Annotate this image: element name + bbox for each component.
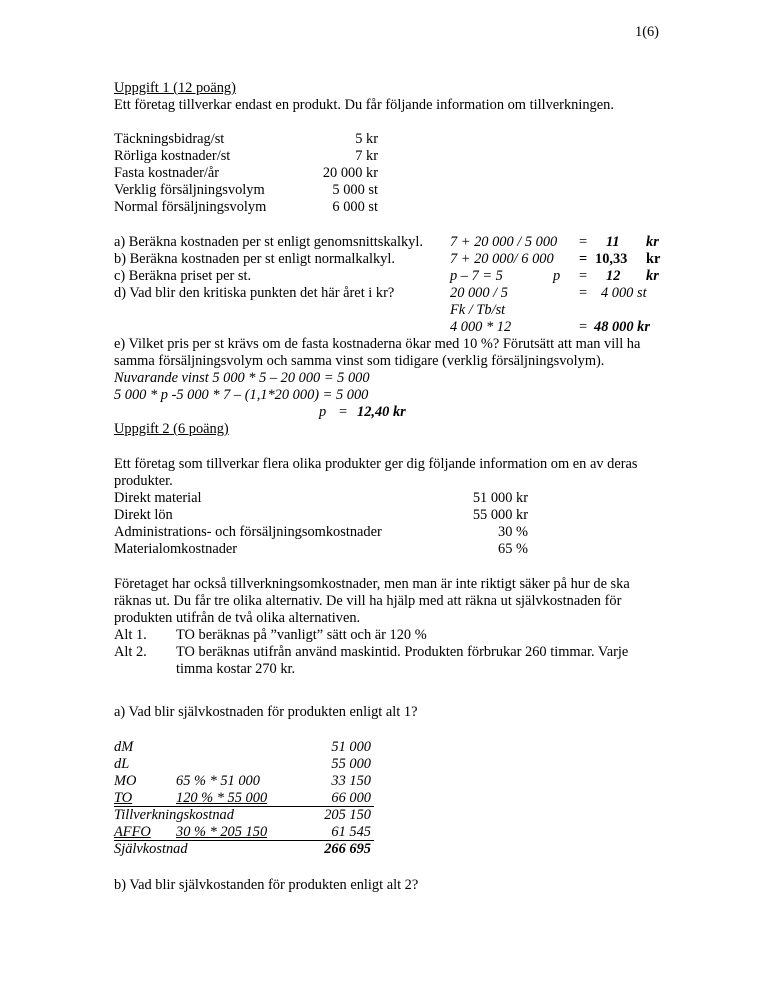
- page-number: 1(6): [635, 24, 659, 40]
- task1-fact-value: 5 000 st: [332, 182, 378, 198]
- task2-paragraph-line: Företaget har också tillverkningsomkostnader, men man är inte riktigt säker på hur de ska: [114, 576, 630, 592]
- alt2-text: TO beräknas utifrån använd maskintid. Produkten förbrukar 260 timmar. Varje: [176, 644, 629, 660]
- answer-a-value: 11: [606, 234, 620, 250]
- calc-label: AFFO: [114, 824, 151, 840]
- task2-fact-value: 65 %: [498, 541, 528, 557]
- answer-c-value: 12: [606, 268, 621, 284]
- task1-fact-label: Rörliga kostnader/st: [114, 148, 231, 164]
- calc-label: dM: [114, 739, 134, 755]
- task2-fact-label: Materialomkostnader: [114, 541, 238, 557]
- answer-e-line-1: Nuvarande vinst 5 000 * 5 – 20 000 = 5 000: [114, 370, 370, 386]
- task1-fact-value: 20 000 kr: [322, 165, 378, 181]
- task1-question-c: c) Beräkna priset per st.: [114, 268, 252, 284]
- answer-c-expression: p – 7 = 5: [450, 268, 503, 284]
- calc-value: 205 150: [324, 807, 371, 823]
- answer-b-expression: 7 + 20 000/ 6 000: [450, 251, 554, 267]
- calc-label: MO: [114, 773, 137, 789]
- calc-label: TO: [114, 790, 133, 806]
- answer-d-final: 48 000 kr: [594, 319, 650, 335]
- answer-b-value: 10,33: [595, 251, 628, 267]
- answer-d-result: 4 000 st: [601, 285, 647, 301]
- alt2-label: Alt 2.: [114, 644, 147, 660]
- task2-fact-value: 55 000 kr: [472, 507, 528, 523]
- task1-fact-label: Täckningsbidrag/st: [114, 131, 225, 147]
- answer-a-equals: =: [579, 234, 588, 250]
- task1-fact-label: Fasta kostnader/år: [114, 165, 220, 181]
- answer-d-formula: Fk / Tb/st: [450, 302, 506, 318]
- task1-fact-value: 6 000 st: [332, 199, 378, 215]
- alt1-label: Alt 1.: [114, 627, 147, 643]
- task2-intro: Ett företag som tillverkar flera olika produkter ger dig följande information om en av deras: [114, 456, 638, 472]
- answer-a-unit: kr: [646, 234, 659, 250]
- task1-fact-value: 7 kr: [355, 148, 378, 164]
- task2-fact-label: Direkt lön: [114, 507, 173, 523]
- answer-a-expression: 7 + 20 000 / 5 000: [450, 234, 558, 250]
- task1-fact-value: 5 kr: [355, 131, 378, 147]
- answer-e-line-2: 5 000 * p -5 000 * 7 – (1,1*20 000) = 5 000: [114, 387, 369, 403]
- task2-paragraph-line: produkten utifrån de två olika alternativen.: [114, 610, 361, 626]
- task1-heading: Uppgift 1 (12 poäng): [114, 80, 236, 96]
- answer-b-equals: =: [579, 251, 588, 267]
- alt1-text: TO beräknas på ”vanligt” sätt och är 120 %: [176, 627, 427, 643]
- answer-d-expression-2: 4 000 * 12: [450, 319, 512, 335]
- task2-intro-cont: produkter.: [114, 473, 173, 489]
- calc-value: 66 000: [331, 790, 371, 806]
- answer-c-unit: kr: [646, 268, 659, 284]
- calc-total-label: Självkostnad: [114, 841, 188, 857]
- task1-question-e: e) Vilket pris per st krävs om de fasta kostnaderna ökar med 10 %? Förutsätt att man vill ha: [114, 336, 641, 352]
- task2-fact-value: 30 %: [498, 524, 528, 540]
- answer-e-variable: p: [319, 404, 327, 420]
- calc-total-value: 266 695: [324, 841, 371, 857]
- answer-c-variable: p: [553, 268, 561, 284]
- alt2-text-cont: timma kostar 270 kr.: [176, 661, 296, 677]
- task1-fact-label: Normal försäljningsvolym: [114, 199, 267, 215]
- answer-b-unit: kr: [646, 251, 661, 267]
- calc-value: 55 000: [331, 756, 371, 772]
- calc-detail: 120 % * 55 000: [176, 790, 268, 806]
- task1-question-e-cont: samma försäljningsvolym och samma vinst som tidigare (verklig försäljningsvolym).: [114, 353, 605, 369]
- calc-value: 33 150: [331, 773, 371, 789]
- calc-label: Tillverkningskostnad: [114, 807, 234, 823]
- task2-question-a: a) Vad blir självkostnaden för produkten enligt alt 1?: [114, 704, 418, 720]
- calc-detail: 30 % * 205 150: [176, 824, 268, 840]
- task2-fact-label: Administrations- och försäljningsomkostnader: [114, 524, 382, 540]
- answer-d-expression: 20 000 / 5: [450, 285, 508, 301]
- task2-fact-label: Direkt material: [114, 490, 202, 506]
- calc-detail: 65 % * 51 000: [176, 773, 260, 789]
- task1-question-a: a) Beräkna kostnaden per st enligt genomsnittskalkyl.: [114, 234, 423, 250]
- task1-fact-label: Verklig försäljningsvolym: [114, 182, 265, 198]
- answer-d-equals: =: [579, 285, 588, 301]
- task1-question-b: b) Beräkna kostnaden per st enligt normalkalkyl.: [114, 251, 395, 267]
- answer-e-result: 12,40 kr: [357, 404, 406, 420]
- task2-fact-value: 51 000 kr: [472, 490, 528, 506]
- calc-value: 51 000: [331, 739, 371, 755]
- answer-e-equals: =: [339, 404, 348, 420]
- calc-value: 61 545: [331, 824, 371, 840]
- calc-label: dL: [114, 756, 130, 772]
- answer-d-equals-2: =: [579, 319, 588, 335]
- task2-heading: Uppgift 2 (6 poäng): [114, 421, 229, 437]
- task1-question-d: d) Vad blir den kritiska punkten det här året i kr?: [114, 285, 395, 301]
- task1-intro: Ett företag tillverkar endast en produkt. Du får följande information om tillverkningen.: [114, 97, 614, 113]
- answer-c-equals: =: [579, 268, 588, 284]
- task2-paragraph-line: räknas ut. Du får tre olika alternativ. De vill ha hjälp med att räkna ut självkostnaden för: [114, 593, 622, 609]
- task2-question-b: b) Vad blir självkostanden för produkten enligt alt 2?: [114, 877, 419, 893]
